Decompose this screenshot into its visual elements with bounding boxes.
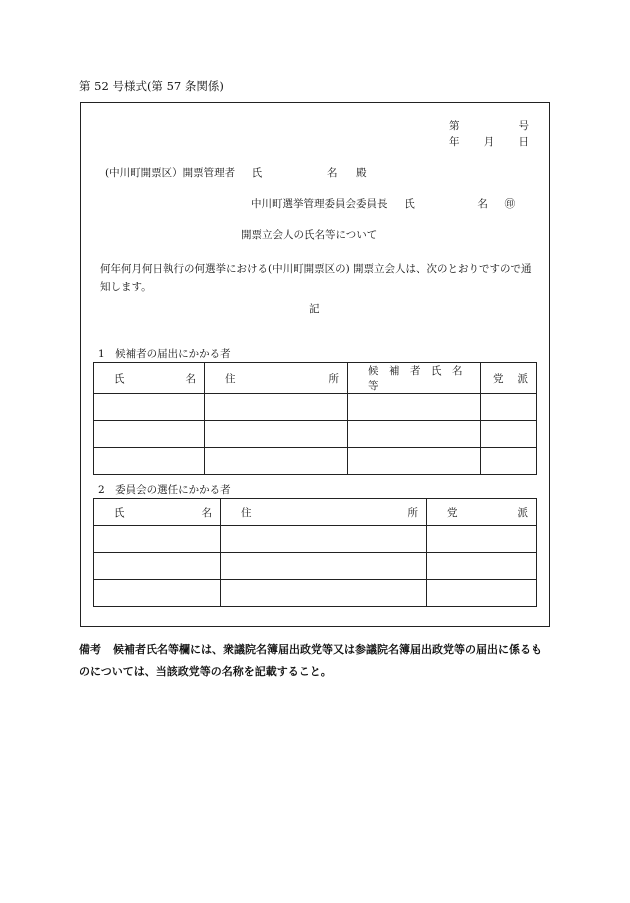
party-cell <box>481 448 537 475</box>
party-cell <box>481 394 537 421</box>
section2-heading: 2 委員会の選任にかかる者 <box>98 484 231 496</box>
number-label-go: 号 <box>518 120 529 132</box>
party-cell <box>481 421 537 448</box>
table-header-row <box>94 363 537 394</box>
address-cell <box>205 394 348 421</box>
remarks-note <box>79 639 549 683</box>
col-header-name: 氏 名 <box>94 499 221 526</box>
name-cell <box>94 421 205 448</box>
candidate-cell <box>348 448 481 475</box>
subject-line: 開票立会人の氏名等について <box>241 229 378 241</box>
table-row <box>94 394 537 421</box>
seal-mark: ㊞ <box>504 198 516 210</box>
col-header-address: 住 所 <box>205 363 348 394</box>
table-row <box>94 553 537 580</box>
table-row <box>94 448 537 475</box>
candidate-cell <box>348 421 481 448</box>
sender-title: 中川町選挙管理委員会委員長 <box>251 198 388 210</box>
table-header-row <box>94 499 537 526</box>
name-cell <box>94 526 221 553</box>
section1-heading: 1 候補者の届出にかかる者 <box>98 348 231 360</box>
address-cell <box>221 526 427 553</box>
number-label-dai: 第 <box>449 120 460 132</box>
party-cell <box>427 526 537 553</box>
form-number-title: 第 52 号様式(第 57 条関係) <box>79 79 224 93</box>
table-row <box>94 580 537 607</box>
name-cell <box>94 394 205 421</box>
remarks-text: 候補者氏名等欄には、衆議院名簿届出政党等又は参議院名簿届出政党等の届出に係るものについては、当該政党等の名称を記載すること。 <box>79 643 542 678</box>
date-month-label: 月 <box>483 136 495 148</box>
address-cell <box>221 580 427 607</box>
name-cell <box>94 553 221 580</box>
addressee-honorific: 殿 <box>356 167 367 179</box>
addressee-shi: 氏 <box>251 167 263 179</box>
table-row <box>94 421 537 448</box>
address-cell <box>221 553 427 580</box>
address-cell <box>205 448 348 475</box>
remarks-label: 備考 <box>79 643 101 656</box>
col-header-party: 党 派 <box>481 363 537 394</box>
party-cell <box>427 580 537 607</box>
address-cell <box>205 421 348 448</box>
document-number-line <box>449 121 529 132</box>
col-header-name: 氏 名 <box>94 363 205 394</box>
party-cell <box>427 553 537 580</box>
addressee-mei: 名 <box>326 167 338 179</box>
date-line <box>449 137 529 148</box>
candidate-cell <box>348 394 481 421</box>
name-cell <box>94 580 221 607</box>
table-row <box>94 526 537 553</box>
date-day-label: 日 <box>518 136 529 148</box>
date-year-label: 年 <box>449 136 460 148</box>
col-header-candidate-name: 候 補 者 氏 名等 <box>348 363 481 394</box>
sender-mei: 名 <box>477 198 488 210</box>
name-cell <box>94 448 205 475</box>
addressee-line <box>105 168 367 179</box>
col-header-address: 住 所 <box>221 499 427 526</box>
candidate-nominee-table <box>93 362 537 475</box>
addressee-prefix: (中川町開票区）開票管理者 <box>105 167 236 179</box>
committee-appointee-table <box>93 498 537 607</box>
sender-shi: 氏 <box>404 198 415 210</box>
ki-heading: 記 <box>309 303 320 315</box>
notice-body-text: 何年何月何日執行の何選挙における(中川町開票区の) 開票立会人は、次のとおりですので通知します。 <box>100 263 532 293</box>
col-header-party: 党 派 <box>427 499 537 526</box>
sender-line <box>251 199 515 210</box>
